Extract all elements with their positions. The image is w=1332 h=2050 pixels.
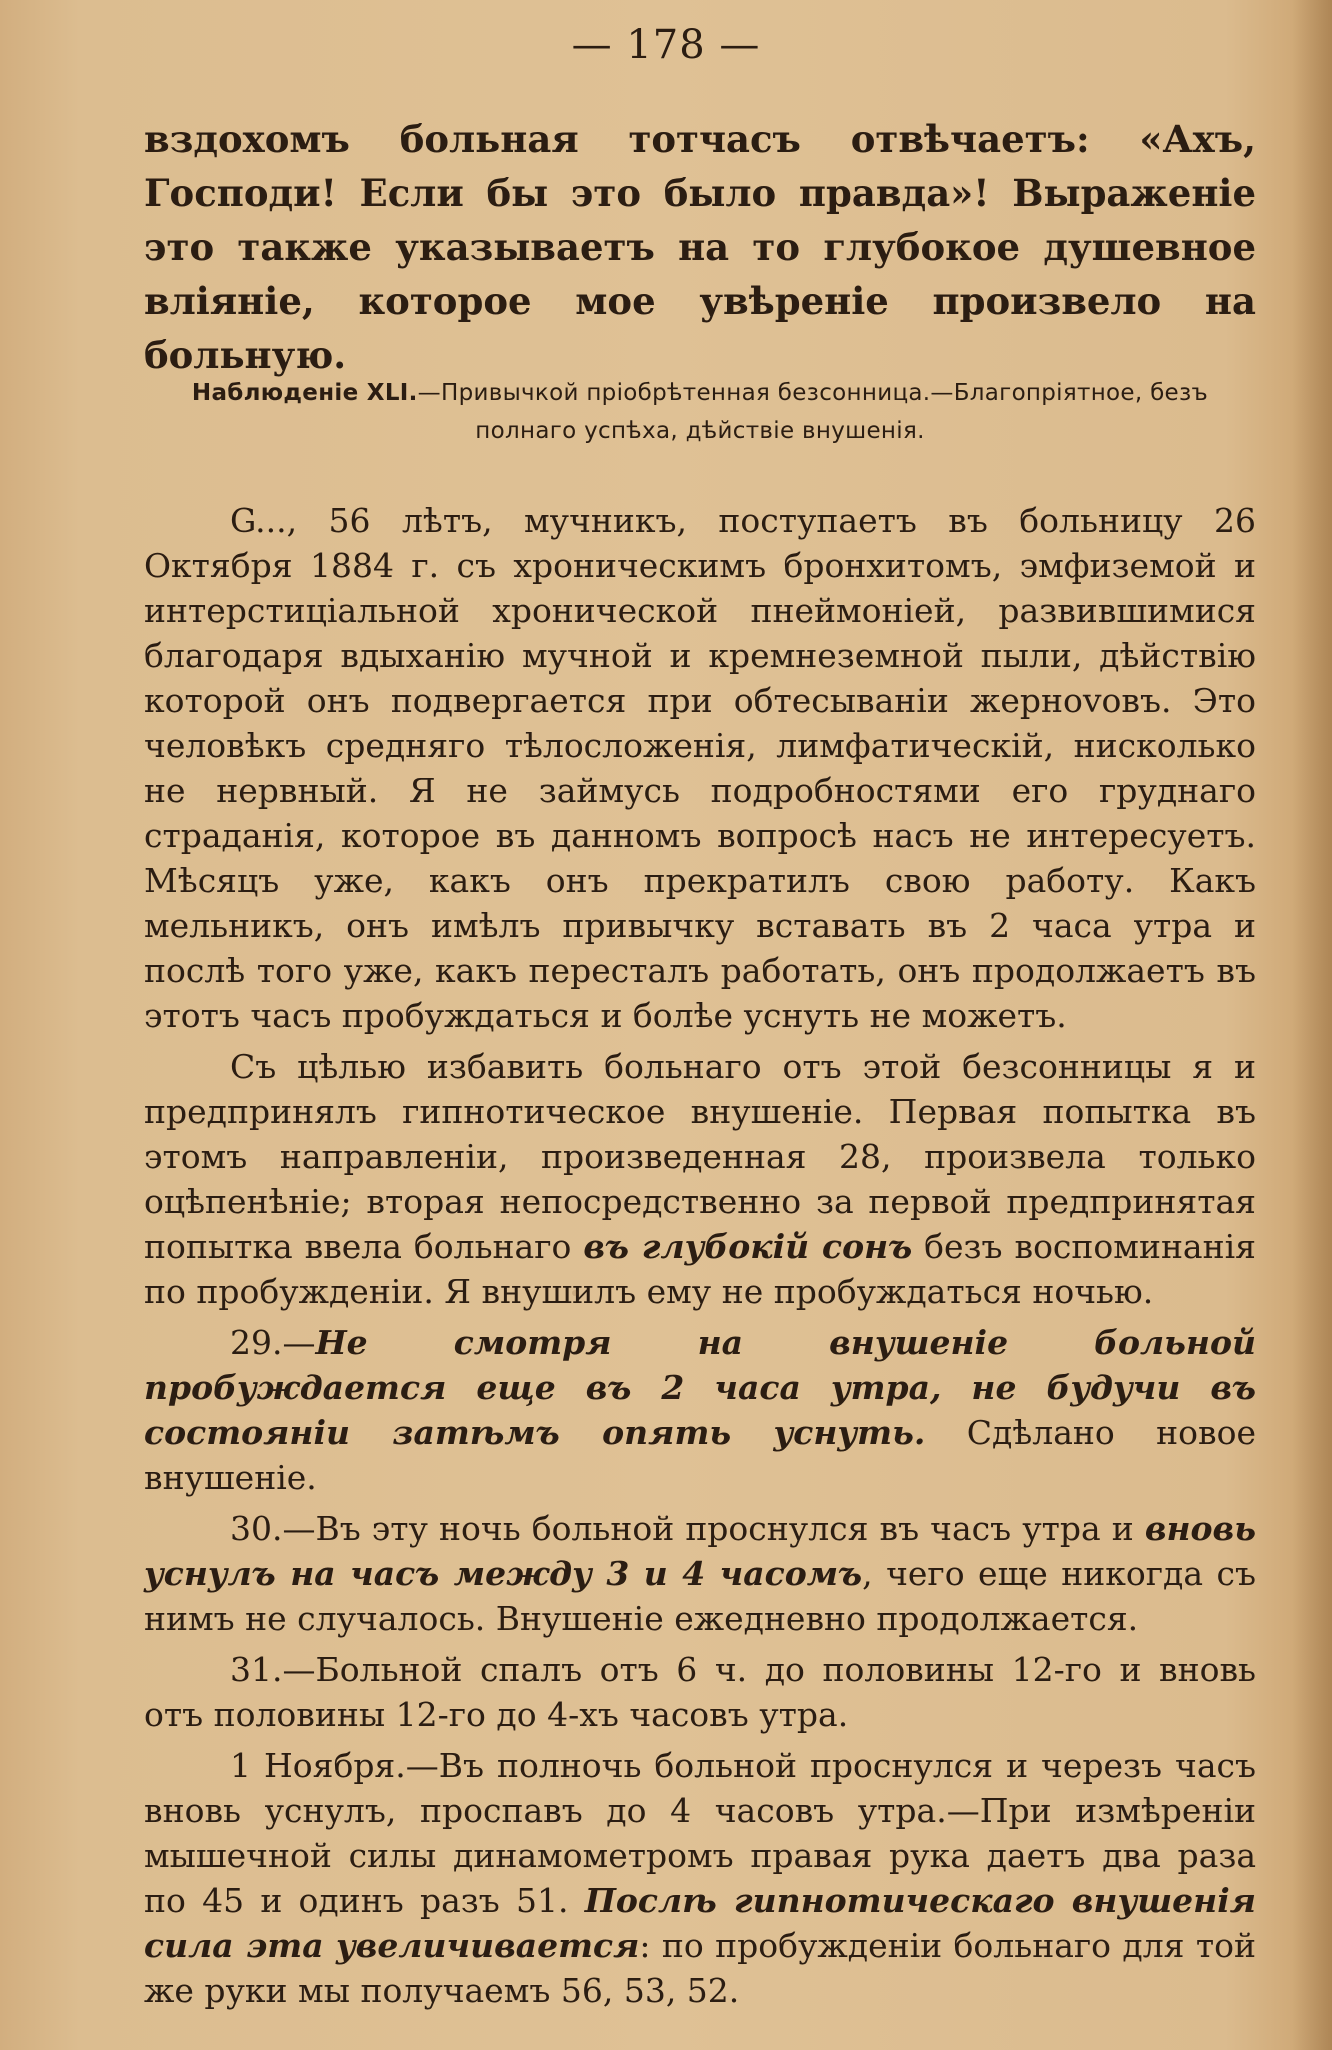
paragraph [144, 1320, 1256, 1500]
observation-heading [144, 374, 1256, 450]
observation-heading-rest: —Привычкой пріобрѣтенная безсонница.—Благопріятное, безъ полнаго успѣха, дѣйствіе внушенія. [417, 380, 1209, 444]
paragraph-text: 31.—Больной спалъ отъ 6 ч. до половины 12-го и вновь отъ половины 12-го до 4-хъ часовъ утра. [144, 1650, 1256, 1734]
paragraph-italic-text: Не смотря на внушеніе больной пробуждается еще въ 2 часа утра, не будучи въ состояніи затѣмъ опять уснуть. [144, 1323, 1256, 1452]
paragraph-italic-text: Послѣ гипнотическаго внушенія сила эта увеличивается [144, 1881, 1257, 1965]
paragraph-text: 1 Ноября.—Въ полночь больной проснулся и черезъ часъ вновь уснулъ, проспавъ до 4 часовъ утра.—При измѣреніи мышечной силы динамометромъ правая рука даетъ два раза по 45 и одинъ разъ 51. [144, 1746, 1256, 1920]
body-text [144, 498, 1256, 2013]
page-edge-shadow [1292, 0, 1332, 2050]
paragraph [144, 1506, 1256, 1641]
paragraph-text: 29.— [230, 1323, 316, 1362]
paragraph-text: Сдѣлано новое внушеніе. [144, 1413, 1256, 1497]
paragraph-text: 30.—Въ эту ночь больной проснулся въ часъ утра и [230, 1509, 1145, 1548]
intro-paragraph-block [144, 112, 1256, 382]
intro-paragraph: вздохомъ больная тотчасъ отвѣчаетъ: «Ахъ, Господи! Если бы это было правда»! Выраженіе это также указываетъ на то глубокое душевное вліяніе, которое мое увѣреніе произвело на больную. [144, 117, 1256, 377]
paragraph [144, 1647, 1256, 1737]
paragraph-text: Съ цѣлью избавить больнаго отъ этой безсонницы я и предпринялъ гипнотическое внушеніе. Первая попытка въ этомъ направленіи, произведенная 28, произвела только оцѣпенѣніе; вторая непосредственно за первой предпринятая попытка ввела больнаго [144, 1047, 1256, 1266]
paragraph-text: : по пробужденіи больнаго для той же руки мы получаемъ 56, 53, 52. [144, 1926, 1256, 2010]
paragraph-text: G..., 56 лѣтъ, мучникъ, поступаетъ въ больницу 26 Октября 1884 г. съ хроническимъ бронхитомъ, эмфиземой и интерстиціальной хронической пнеймоніей, развившимися благодаря вдыханію мучной и кремнеземной пыли, дѣйствію которой онъ подвергается при обтесываніи жерноvовъ. Это человѣкъ средняго тѣлосложенія, лимфатическій, нисколько не нервный. Я не займусь подробностями его груднаго страданія, которое въ данномъ вопросѣ насъ не интересуетъ. Мѣсяцъ уже, какъ онъ прекратилъ свою работу. Какъ мельникъ, онъ имѣлъ привычку вставать въ 2 часа утра и послѣ того уже, какъ пересталъ работать, онъ продолжаетъ въ этотъ часъ пробуждаться и болѣе уснуть не можетъ. [144, 501, 1256, 1035]
paragraph [144, 1743, 1256, 2013]
observation-heading-lead: Наблюденіе XLI. [191, 380, 418, 406]
paragraph-italic-text: вновь уснулъ на часъ между 3 и 4 часомъ [144, 1509, 1256, 1593]
paragraph-text: , чего еще никогда съ нимъ не случалось. Внушеніе ежедневно продолжается. [144, 1554, 1256, 1638]
paragraph [144, 1044, 1256, 1314]
paragraph [144, 498, 1256, 1038]
paragraph-italic-text: въ глубокій сонъ [583, 1227, 913, 1266]
paper-spot [168, 972, 173, 977]
page-number: — 178 — [571, 22, 761, 68]
paragraph-text: безъ воспоминанія по пробужденіи. Я внушилъ ему не пробуждаться ночью. [144, 1227, 1256, 1311]
paper-spot [572, 1290, 578, 1296]
